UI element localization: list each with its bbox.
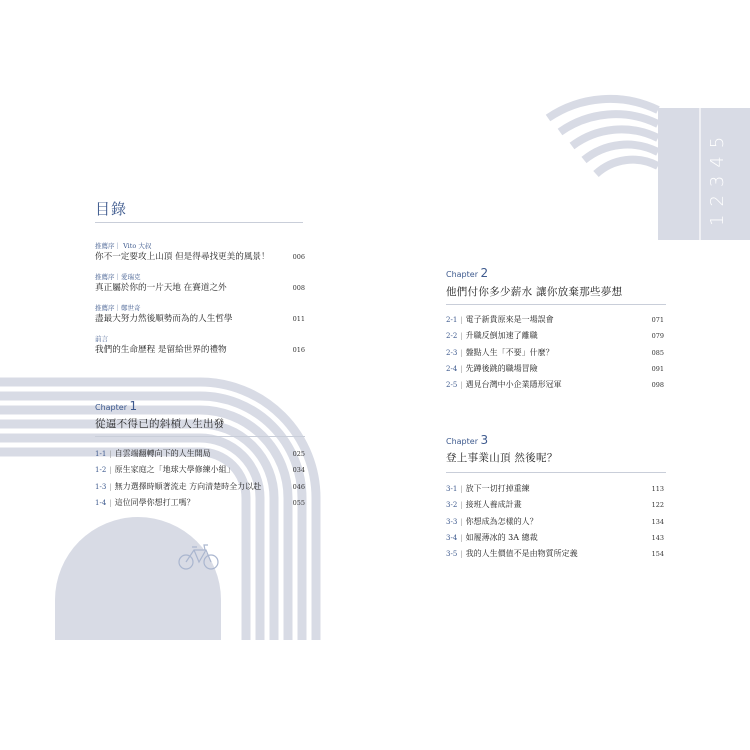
chapter-3-title: 登上事業山頂 然後呢？ xyxy=(446,452,558,464)
entry-title: 你不一定要攻上山頂 但是得尋找更美的風景！ xyxy=(95,252,270,262)
chapter-1-label xyxy=(95,399,137,413)
item-page: 154 xyxy=(651,550,664,559)
toc-item: 1-2 | 原生家庭之「地球大學修練小組」 034 xyxy=(95,462,305,478)
toc-item: 2-3 | 盤點人生「不要」什麼？ 085 xyxy=(446,345,664,361)
toc-item: 2-2 | 升職反倒加速了離職 079 xyxy=(446,328,664,344)
entry-label: 推薦序｜鄭世奇 xyxy=(95,304,141,312)
chapter-2-label xyxy=(446,266,488,280)
item-page: 085 xyxy=(651,348,664,357)
front-matter-entry xyxy=(95,272,305,294)
entry-label: 推薦序｜愛瑞克 xyxy=(95,273,141,281)
chapter-number: 3 xyxy=(480,433,489,447)
toc-divider xyxy=(95,222,303,223)
toc-item: 3-2 | 接班人養成計畫 122 xyxy=(446,497,664,513)
toc-title: 目錄 xyxy=(95,200,128,218)
chapter-word: Chapter xyxy=(446,437,478,446)
lane-number-3: 3 xyxy=(707,175,728,188)
entry-label: 前言 xyxy=(95,335,108,343)
track-lanes-block xyxy=(658,108,750,240)
item-page: 091 xyxy=(651,364,664,373)
chapter-1-divider xyxy=(95,436,305,437)
front-matter-entry xyxy=(95,334,305,356)
chapter-2-divider xyxy=(446,304,666,305)
entry-page: 011 xyxy=(292,315,305,323)
toc-item: 3-1 | 放下一切打掉重練 113 xyxy=(446,481,664,497)
toc-item: 1-4 | 這位同學你想打工嗎？ 055 xyxy=(95,495,305,511)
item-page: 143 xyxy=(651,533,664,542)
lane-number-4: 4 xyxy=(707,156,728,168)
chapter-2-title: 他們付你多少薪水 讓你放棄那些夢想 xyxy=(446,286,623,298)
chapter-1-title: 從逼不得已的斜槓人生出發 xyxy=(95,418,225,430)
toc-item: 1-3 | 無力選擇時順著流走 方向清楚時全力以赴 046 xyxy=(95,479,305,495)
item-page: 113 xyxy=(651,485,664,493)
entry-title: 真正屬於你的一片天地 在賽道之外 xyxy=(95,283,227,293)
chapter-3-label xyxy=(446,433,488,447)
chapter-word: Chapter xyxy=(95,403,127,412)
lane-number-2: 2 xyxy=(707,195,728,207)
right-track-curve xyxy=(548,99,658,174)
toc-item: 2-4 | 先蹲後跳的職場冒險 091 xyxy=(446,361,664,377)
entry-page: 006 xyxy=(292,253,305,261)
toc-item: 3-3 | 你想成為怎樣的人？ 134 xyxy=(446,514,664,530)
toc-item: 2-1 | 電子新貴原來是一場誤會 071 xyxy=(446,312,664,328)
bicycle-icon xyxy=(178,541,220,571)
item-page: 046 xyxy=(292,482,305,491)
toc-item: 3-5 | 我的人生價值不是由物質所定義 154 xyxy=(446,546,664,562)
entry-title: 盡最大努力然後順勢而為的人生哲學 xyxy=(95,314,233,324)
item-page: 122 xyxy=(651,501,664,510)
toc-item: 3-4 | 如履薄冰的 3A 總裁 143 xyxy=(446,530,664,546)
chapter-word: Chapter xyxy=(446,270,478,279)
chapter-number: 1 xyxy=(129,399,138,413)
lane-number-5: 5 xyxy=(707,136,728,149)
item-page: 025 xyxy=(292,450,305,458)
toc-item: 2-5 | 遇見台灣中小企業隱形冠軍 098 xyxy=(446,377,664,393)
toc-item: 1-1 | 自雲端翻轉向下的人生開局 025 xyxy=(95,446,305,462)
chapter-3-items xyxy=(446,481,664,562)
lane-number-1: 1 xyxy=(707,214,728,226)
item-page: 079 xyxy=(651,332,664,341)
item-page: 134 xyxy=(651,517,664,526)
chapter-3-divider xyxy=(446,472,666,473)
entry-page: 008 xyxy=(292,284,305,292)
item-page: 055 xyxy=(292,498,305,507)
front-matter-entry xyxy=(95,303,305,325)
chapter-1-items xyxy=(95,446,305,511)
entry-page: 016 xyxy=(292,346,305,354)
chapter-number: 2 xyxy=(480,266,489,280)
track-lane-numbers xyxy=(707,137,728,226)
entry-label: 推薦序｜ Vito 大叔 xyxy=(95,242,152,250)
item-page: 034 xyxy=(292,466,305,475)
item-page: 071 xyxy=(651,316,664,324)
front-matter-entry xyxy=(95,241,305,263)
entry-title: 我們的生命歷程 是留給世界的禮物 xyxy=(95,345,227,355)
tunnel-arch xyxy=(55,517,221,640)
chapter-2-items xyxy=(446,312,664,393)
item-page: 098 xyxy=(651,381,664,390)
